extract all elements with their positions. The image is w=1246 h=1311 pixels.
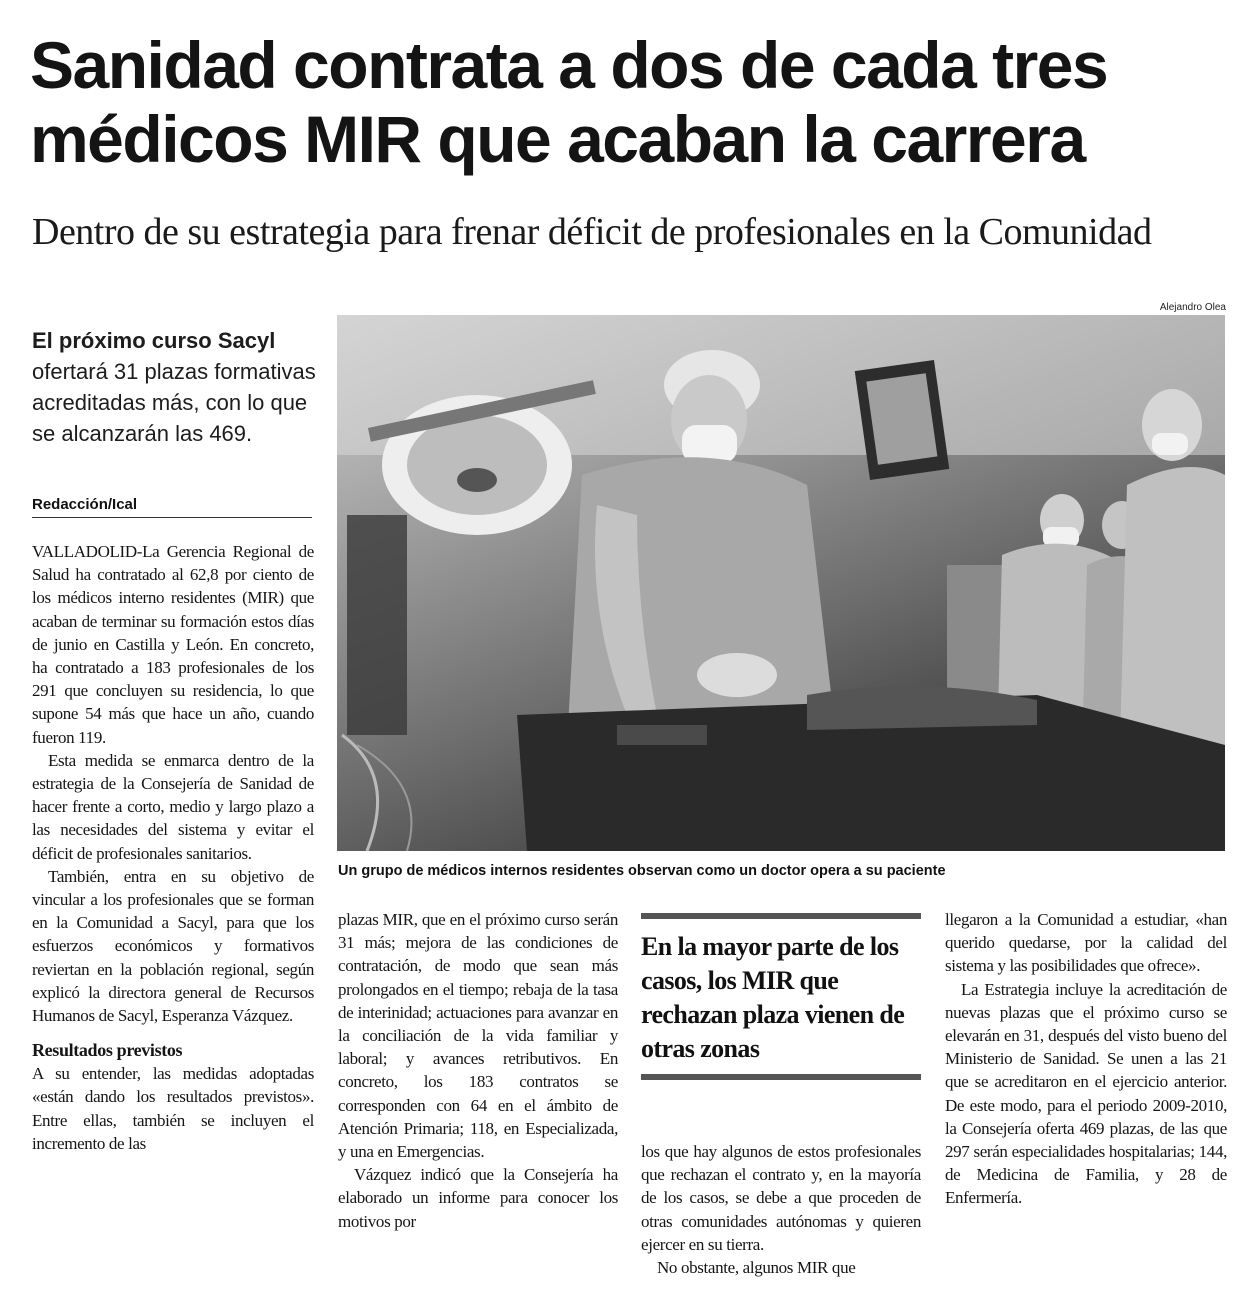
article-column-3 [641, 1140, 921, 1279]
pull-quote: En la mayor parte de los casos, los MIR que rechazan plaza vienen de otras zonas [641, 932, 905, 1063]
photo-credit: Alejandro Olea [1159, 302, 1226, 313]
paragraph: los que hay algunos de estos profesionales que rechazan el contrato y, en la mayoría de los casos, se debe a que proceden de otras comunidades autónomas y quieren ejercer en su tierra. [641, 1142, 921, 1254]
paragraph: No obstante, algunos MIR que [657, 1258, 856, 1278]
lead-bold: El próximo curso Sacyl [32, 328, 276, 353]
paragraph: plazas MIR, que en el próximo curso serán 31 más; mejora de las condiciones de contratación, de modo que sean más prolongados en el tiempo; rebaja de la tasa de interinidad; actuaciones para avanzar en la conciliación de la vida familiar y laboral; y avances retributivos. En concreto, los 183 contratos se corresponden con 64 en el ámbito de Atención Primaria; 118, en Especializada, y una en Emergencias. [338, 910, 618, 1162]
pull-quote-top-rule [641, 913, 921, 919]
lead-summary [32, 325, 322, 449]
paragraph: También, entra en su objetivo de vincular a los profesionales que se forman en la Comunidad a Sacyl, para que los esfuerzos económicos y formativos reviertan en la población regional, según explicó la directora general de Recursos Humanos de Sacyl, Esperanza Vázquez. [32, 866, 314, 1026]
byline: Redacción/Ical [32, 496, 312, 518]
paragraph: La Estrategia incluye la acreditación de nuevas plazas que el próximo curso se elevarán en 31, después del visto bueno del Ministerio de Sanidad. Se unen a las 21 que se acreditaron en el ejercicio anterior. De este modo, para el periodo 2009-2010, la Consejería oferta 469 plazas, de las que 297 serán especialidades hospitalarias; 144, de Medicina de Familia, y 28 de Enfermería. [945, 979, 1227, 1208]
headline [30, 28, 1220, 176]
paragraph: Esta medida se enmarca dentro de la estrategia de la Consejería de Sanidad de hacer frente a corto, medio y largo plazo a las necesidades del sistema y evitar el déficit de profesionales sanitarios. [32, 750, 314, 863]
section-subhead: Resultados previstos [32, 1040, 183, 1061]
surgery-photo [337, 315, 1225, 851]
paragraph: A su entender, las medidas adoptadas «están dando los resultados previstos». Entre ellas, también se incluyen el incremento de las [32, 1064, 314, 1153]
paragraph: llegaron a la Comunidad a estudiar, «han querido quedarse, por la calidad del sistema y las posibilidades que ofrece». [945, 910, 1227, 976]
subheadline: Dentro de su estrategia para frenar déficit de profesionales en la Comunidad [32, 211, 1152, 253]
headline-line-1: Sanidad contrata a dos de cada tres [30, 28, 1108, 102]
surgery-photo-illustration [337, 315, 1225, 851]
article-column-2 [338, 908, 618, 1233]
article-column-1 [32, 540, 314, 1155]
paragraph: Vázquez indicó que la Consejería ha elaborado un informe para conocer los motivos por [338, 1165, 618, 1231]
headline-line-2: médicos MIR que acaban la carrera [30, 102, 1085, 176]
lead-text: ofertará 31 plazas formativas acreditadas más, con lo que se alcanzarán las 469. [32, 359, 316, 446]
article-column-4 [945, 908, 1227, 1210]
pull-quote-bottom-rule [641, 1074, 921, 1080]
paragraph: VALLADOLID-La Gerencia Regional de Salud ha contratado al 62,8 por ciento de los médicos interno residentes (MIR) que acaban de terminar su formación estos días de junio en Castilla y León. En concreto, ha contratado a 183 profesionales de los 291 que concluyen su residencia, lo que supone 54 más que hace un año, cuando fueron 119. [32, 542, 314, 747]
photo-caption: Un grupo de médicos internos residentes observan como un doctor opera a su paciente [338, 863, 946, 879]
